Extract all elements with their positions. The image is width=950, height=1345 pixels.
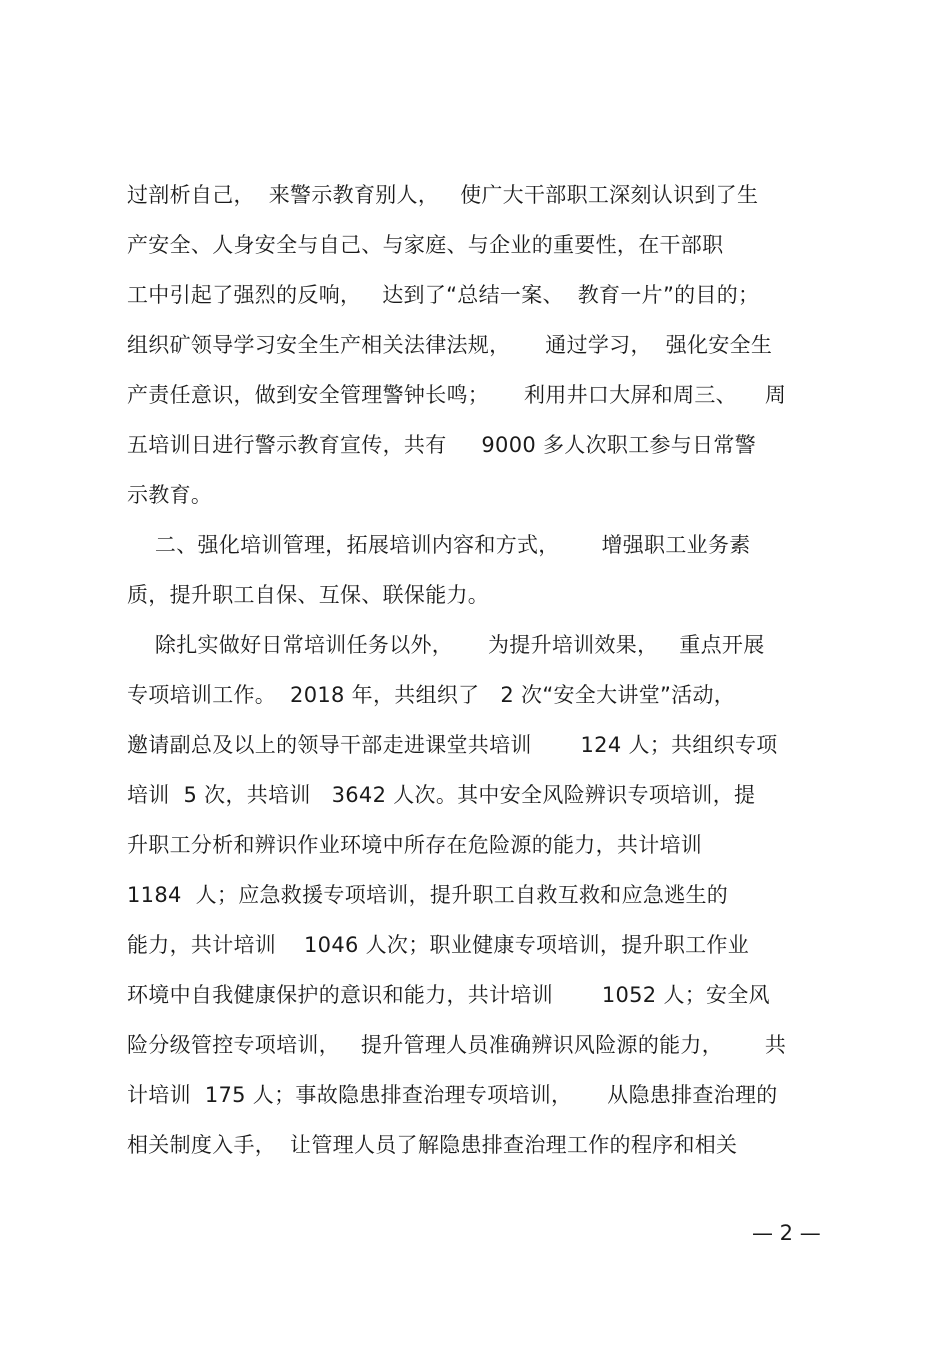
section-heading-line: 质，提升职工自保、互保、联保能力。: [127, 583, 490, 607]
body-text-line: 产责任意识，做到安全管理警钟长鸣； 利用井口大屏和周三、 周: [127, 383, 787, 407]
body-text-line: 能力，共计培训 1046 人次；职业健康专项培训，提升职工作业: [127, 933, 750, 957]
body-text-line: 专项培训工作。 2018 年，共组织了 2 次“安全大讲堂”活动，: [127, 683, 736, 707]
body-text-line: 培训 5 次，共培训 3642 人次。其中安全风险辨识专项培训，提: [127, 783, 756, 807]
body-text-line: 升职工分析和辨识作业环境中所存在危险源的能力，共计培训: [127, 833, 703, 857]
body-text-line: 产安全、人身安全与自己、与家庭、与企业的重要性，在干部职: [127, 233, 724, 257]
body-text-line: 计培训 175 人；事故隐患排查治理专项培训， 从隐患排查治理的: [127, 1083, 778, 1107]
body-text-line: 除扎实做好日常培训任务以外， 为提升培训效果， 重点开展: [127, 633, 765, 657]
body-text-line: 组织矿领导学习安全生产相关法律法规， 通过学习， 强化安全生: [127, 333, 773, 357]
body-text-line: 五培训日进行警示教育宣传，共有 9000 多人次职工参与日常警: [127, 433, 756, 457]
body-text-line: 相关制度入手， 让管理人员了解隐患排查治理工作的程序和相关: [127, 1133, 738, 1157]
body-text-line: 环境中自我健康保护的意识和能力，共计培训 1052 人；安全风: [127, 983, 770, 1007]
section-heading-line: 二、强化培训管理，拓展培训内容和方式， 增强职工业务素: [127, 533, 751, 557]
page-number: — 2 —: [752, 1221, 821, 1245]
body-text-line: 过剖析自己， 来警示教育别人， 使广大干部职工深刻认识到了生: [127, 183, 759, 207]
body-text-line: 险分级管控专项培训， 提升管理人员准确辨识风险源的能力， 共: [127, 1033, 787, 1057]
body-text-line: 邀请副总及以上的领导干部走进课堂共培训 124 人；共组织专项: [127, 733, 778, 757]
body-text-line: 1184 人；应急救援专项培训，提升职工自救互救和应急逃生的: [127, 883, 729, 907]
body-text-line: 示教育。: [127, 483, 213, 507]
body-text-line: 工中引起了强烈的反响， 达到了“总结一案、 教育一片”的目的；: [127, 283, 760, 307]
